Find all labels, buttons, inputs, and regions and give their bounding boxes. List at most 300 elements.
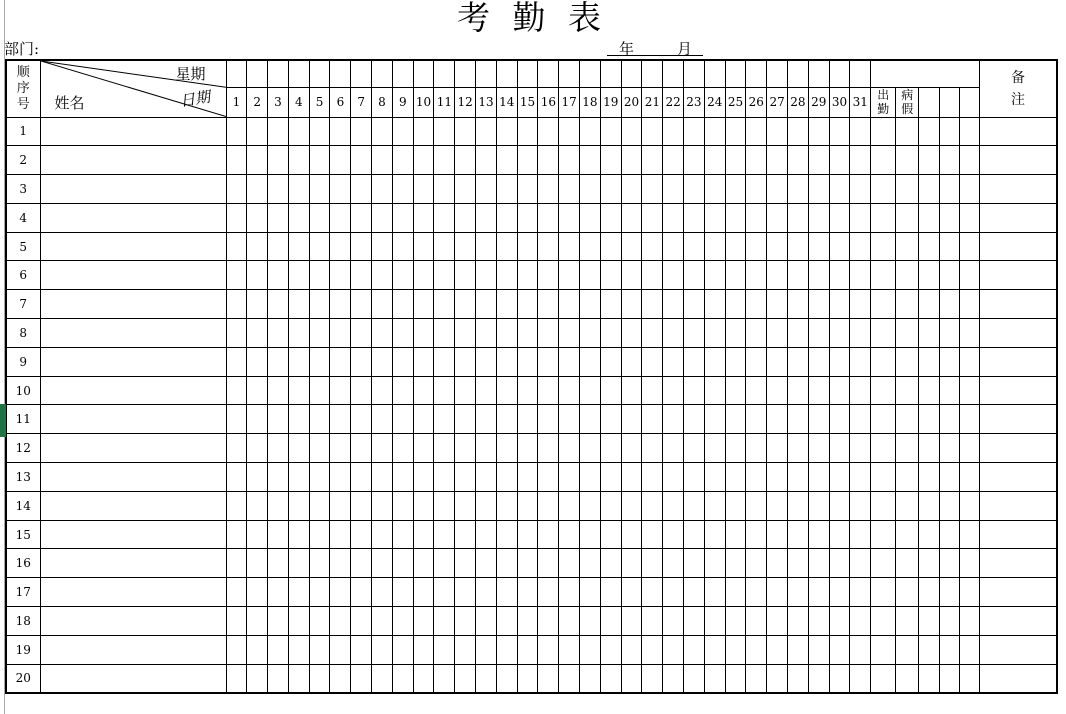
day-cell[interactable]: [746, 175, 767, 204]
day-header-cell[interactable]: 20: [621, 87, 642, 117]
day-cell[interactable]: [517, 491, 538, 520]
row-number-cell[interactable]: 10: [6, 376, 40, 405]
day-cell[interactable]: [829, 664, 850, 693]
day-cell[interactable]: [538, 290, 559, 319]
day-cell[interactable]: [434, 520, 455, 549]
summary-cell[interactable]: [940, 117, 960, 146]
day-cell[interactable]: [725, 203, 746, 232]
day-cell[interactable]: [684, 520, 705, 549]
day-cell[interactable]: [268, 578, 289, 607]
day-cell[interactable]: [580, 376, 601, 405]
row-number-cell[interactable]: 13: [6, 463, 40, 492]
day-cell[interactable]: [496, 491, 517, 520]
day-cell[interactable]: [392, 347, 413, 376]
day-cell[interactable]: [621, 290, 642, 319]
summary-extra-header[interactable]: [940, 87, 960, 117]
day-cell[interactable]: [767, 607, 788, 636]
day-cell[interactable]: [392, 491, 413, 520]
day-cell[interactable]: [392, 520, 413, 549]
day-cell[interactable]: [413, 232, 434, 261]
day-header-cell[interactable]: 9: [392, 87, 413, 117]
day-cell[interactable]: [808, 290, 829, 319]
weekday-cell[interactable]: [621, 60, 642, 87]
day-cell[interactable]: [684, 203, 705, 232]
day-cell[interactable]: [788, 376, 809, 405]
attendance-value-cell[interactable]: [871, 405, 896, 434]
remark-cell[interactable]: [980, 175, 1057, 204]
day-cell[interactable]: [767, 347, 788, 376]
summary-cell[interactable]: [919, 463, 940, 492]
day-cell[interactable]: [288, 434, 309, 463]
row-number-cell[interactable]: 8: [6, 319, 40, 348]
day-cell[interactable]: [476, 117, 497, 146]
day-cell[interactable]: [850, 549, 871, 578]
day-cell[interactable]: [247, 117, 268, 146]
day-cell[interactable]: [788, 491, 809, 520]
day-cell[interactable]: [434, 549, 455, 578]
day-cell[interactable]: [413, 664, 434, 693]
day-cell[interactable]: [351, 175, 372, 204]
day-cell[interactable]: [247, 290, 268, 319]
day-cell[interactable]: [788, 664, 809, 693]
day-cell[interactable]: [642, 232, 663, 261]
day-header-cell[interactable]: 4: [288, 87, 309, 117]
day-cell[interactable]: [621, 491, 642, 520]
weekday-cell[interactable]: [413, 60, 434, 87]
day-cell[interactable]: [725, 146, 746, 175]
day-cell[interactable]: [268, 175, 289, 204]
day-cell[interactable]: [538, 664, 559, 693]
day-cell[interactable]: [309, 578, 330, 607]
summary-cell[interactable]: [919, 520, 940, 549]
day-cell[interactable]: [392, 664, 413, 693]
day-cell[interactable]: [704, 117, 725, 146]
row-number-cell[interactable]: 3: [6, 175, 40, 204]
summary-cell[interactable]: [940, 347, 960, 376]
weekday-cell[interactable]: [767, 60, 788, 87]
name-cell[interactable]: [40, 117, 226, 146]
day-cell[interactable]: [330, 117, 351, 146]
day-cell[interactable]: [684, 117, 705, 146]
weekday-cell[interactable]: [330, 60, 351, 87]
sick-leave-value-cell[interactable]: [896, 175, 919, 204]
day-cell[interactable]: [642, 491, 663, 520]
day-cell[interactable]: [600, 117, 621, 146]
day-header-cell[interactable]: 27: [767, 87, 788, 117]
day-cell[interactable]: [247, 175, 268, 204]
day-cell[interactable]: [746, 491, 767, 520]
day-header-cell[interactable]: 28: [788, 87, 809, 117]
day-cell[interactable]: [413, 347, 434, 376]
day-header-cell[interactable]: 13: [476, 87, 497, 117]
day-cell[interactable]: [600, 549, 621, 578]
weekday-cell[interactable]: [309, 60, 330, 87]
day-cell[interactable]: [455, 491, 476, 520]
summary-cell[interactable]: [960, 376, 980, 405]
day-cell[interactable]: [372, 117, 393, 146]
day-header-cell[interactable]: 5: [309, 87, 330, 117]
summary-cell[interactable]: [919, 117, 940, 146]
day-cell[interactable]: [330, 578, 351, 607]
day-cell[interactable]: [372, 463, 393, 492]
day-cell[interactable]: [351, 203, 372, 232]
day-cell[interactable]: [476, 607, 497, 636]
day-cell[interactable]: [808, 635, 829, 664]
day-cell[interactable]: [580, 146, 601, 175]
day-cell[interactable]: [559, 549, 580, 578]
summary-cell[interactable]: [940, 491, 960, 520]
day-cell[interactable]: [788, 607, 809, 636]
day-cell[interactable]: [434, 664, 455, 693]
summary-cell[interactable]: [960, 664, 980, 693]
summary-cell[interactable]: [919, 203, 940, 232]
summary-cell[interactable]: [919, 549, 940, 578]
day-cell[interactable]: [538, 376, 559, 405]
row-number-cell[interactable]: 12: [6, 434, 40, 463]
name-cell[interactable]: [40, 434, 226, 463]
sick-leave-value-cell[interactable]: [896, 578, 919, 607]
attendance-value-cell[interactable]: [871, 434, 896, 463]
day-cell[interactable]: [746, 203, 767, 232]
day-cell[interactable]: [476, 434, 497, 463]
day-cell[interactable]: [247, 261, 268, 290]
day-cell[interactable]: [413, 146, 434, 175]
day-cell[interactable]: [850, 146, 871, 175]
day-cell[interactable]: [663, 549, 684, 578]
day-cell[interactable]: [288, 635, 309, 664]
day-cell[interactable]: [580, 520, 601, 549]
day-cell[interactable]: [684, 347, 705, 376]
weekday-cell[interactable]: [600, 60, 621, 87]
summary-cell[interactable]: [960, 117, 980, 146]
day-cell[interactable]: [829, 520, 850, 549]
day-cell[interactable]: [496, 463, 517, 492]
day-cell[interactable]: [621, 549, 642, 578]
day-cell[interactable]: [496, 203, 517, 232]
day-cell[interactable]: [476, 664, 497, 693]
day-cell[interactable]: [704, 319, 725, 348]
day-cell[interactable]: [413, 434, 434, 463]
sick-leave-value-cell[interactable]: [896, 635, 919, 664]
weekday-cell[interactable]: [226, 60, 247, 87]
day-cell[interactable]: [829, 607, 850, 636]
day-cell[interactable]: [642, 463, 663, 492]
day-cell[interactable]: [392, 405, 413, 434]
summary-cell[interactable]: [940, 232, 960, 261]
day-cell[interactable]: [247, 405, 268, 434]
day-cell[interactable]: [434, 261, 455, 290]
day-cell[interactable]: [621, 607, 642, 636]
day-cell[interactable]: [684, 549, 705, 578]
day-cell[interactable]: [746, 319, 767, 348]
day-cell[interactable]: [330, 232, 351, 261]
day-cell[interactable]: [746, 146, 767, 175]
day-cell[interactable]: [247, 463, 268, 492]
day-cell[interactable]: [372, 290, 393, 319]
day-cell[interactable]: [788, 520, 809, 549]
day-cell[interactable]: [600, 520, 621, 549]
day-cell[interactable]: [226, 376, 247, 405]
day-cell[interactable]: [247, 319, 268, 348]
day-cell[interactable]: [725, 319, 746, 348]
day-cell[interactable]: [704, 491, 725, 520]
seq-number-header[interactable]: [6, 60, 40, 117]
day-cell[interactable]: [559, 261, 580, 290]
day-cell[interactable]: [767, 376, 788, 405]
day-cell[interactable]: [496, 232, 517, 261]
remark-cell[interactable]: [980, 146, 1057, 175]
remark-cell[interactable]: [980, 117, 1057, 146]
remark-cell[interactable]: [980, 549, 1057, 578]
day-cell[interactable]: [476, 347, 497, 376]
day-cell[interactable]: [247, 635, 268, 664]
name-cell[interactable]: [40, 549, 226, 578]
day-cell[interactable]: [434, 347, 455, 376]
day-cell[interactable]: [788, 549, 809, 578]
day-cell[interactable]: [725, 347, 746, 376]
day-cell[interactable]: [829, 175, 850, 204]
day-cell[interactable]: [704, 635, 725, 664]
day-cell[interactable]: [788, 203, 809, 232]
summary-cell[interactable]: [960, 549, 980, 578]
attendance-value-cell[interactable]: [871, 347, 896, 376]
day-cell[interactable]: [268, 347, 289, 376]
day-cell[interactable]: [476, 146, 497, 175]
day-cell[interactable]: [455, 117, 476, 146]
day-cell[interactable]: [330, 520, 351, 549]
day-cell[interactable]: [725, 232, 746, 261]
day-cell[interactable]: [517, 434, 538, 463]
day-cell[interactable]: [829, 290, 850, 319]
day-header-cell[interactable]: 10: [413, 87, 434, 117]
day-cell[interactable]: [455, 290, 476, 319]
day-cell[interactable]: [642, 117, 663, 146]
day-cell[interactable]: [704, 549, 725, 578]
day-cell[interactable]: [580, 347, 601, 376]
summary-cell[interactable]: [919, 232, 940, 261]
summary-cell[interactable]: [960, 491, 980, 520]
day-cell[interactable]: [684, 376, 705, 405]
day-cell[interactable]: [808, 175, 829, 204]
day-cell[interactable]: [392, 232, 413, 261]
weekday-cell[interactable]: [351, 60, 372, 87]
day-header-cell[interactable]: 16: [538, 87, 559, 117]
summary-cell[interactable]: [960, 578, 980, 607]
day-cell[interactable]: [767, 175, 788, 204]
remark-cell[interactable]: [980, 434, 1057, 463]
day-cell[interactable]: [621, 117, 642, 146]
day-cell[interactable]: [600, 290, 621, 319]
day-cell[interactable]: [309, 203, 330, 232]
day-cell[interactable]: [268, 146, 289, 175]
day-cell[interactable]: [372, 203, 393, 232]
day-cell[interactable]: [351, 607, 372, 636]
summary-cell[interactable]: [940, 319, 960, 348]
day-header-cell[interactable]: 25: [725, 87, 746, 117]
day-cell[interactable]: [621, 146, 642, 175]
sick-leave-value-cell[interactable]: [896, 376, 919, 405]
day-cell[interactable]: [663, 463, 684, 492]
day-cell[interactable]: [767, 434, 788, 463]
day-cell[interactable]: [600, 664, 621, 693]
weekday-cell[interactable]: [455, 60, 476, 87]
row-number-cell[interactable]: 16: [6, 549, 40, 578]
day-cell[interactable]: [788, 635, 809, 664]
day-cell[interactable]: [642, 520, 663, 549]
day-cell[interactable]: [746, 290, 767, 319]
day-cell[interactable]: [496, 664, 517, 693]
day-cell[interactable]: [517, 578, 538, 607]
day-cell[interactable]: [372, 347, 393, 376]
day-cell[interactable]: [372, 664, 393, 693]
day-header-cell[interactable]: 2: [247, 87, 268, 117]
day-cell[interactable]: [288, 175, 309, 204]
day-cell[interactable]: [268, 607, 289, 636]
day-cell[interactable]: [413, 635, 434, 664]
day-cell[interactable]: [663, 578, 684, 607]
day-cell[interactable]: [663, 635, 684, 664]
attendance-value-cell[interactable]: [871, 376, 896, 405]
weekday-cell[interactable]: [517, 60, 538, 87]
day-cell[interactable]: [309, 175, 330, 204]
day-cell[interactable]: [746, 607, 767, 636]
day-cell[interactable]: [538, 491, 559, 520]
summary-cell[interactable]: [919, 146, 940, 175]
day-cell[interactable]: [392, 578, 413, 607]
day-cell[interactable]: [517, 290, 538, 319]
day-cell[interactable]: [663, 232, 684, 261]
day-cell[interactable]: [288, 405, 309, 434]
remark-cell[interactable]: [980, 347, 1057, 376]
day-cell[interactable]: [330, 319, 351, 348]
day-cell[interactable]: [538, 146, 559, 175]
day-cell[interactable]: [309, 463, 330, 492]
summary-cell[interactable]: [960, 290, 980, 319]
day-cell[interactable]: [517, 117, 538, 146]
day-cell[interactable]: [663, 664, 684, 693]
day-cell[interactable]: [392, 319, 413, 348]
day-cell[interactable]: [808, 578, 829, 607]
day-cell[interactable]: [268, 549, 289, 578]
day-cell[interactable]: [413, 463, 434, 492]
day-cell[interactable]: [767, 463, 788, 492]
day-cell[interactable]: [559, 434, 580, 463]
day-cell[interactable]: [829, 635, 850, 664]
attendance-value-cell[interactable]: [871, 664, 896, 693]
day-cell[interactable]: [684, 635, 705, 664]
sick-leave-value-cell[interactable]: [896, 664, 919, 693]
day-cell[interactable]: [704, 520, 725, 549]
summary-cell[interactable]: [940, 261, 960, 290]
day-cell[interactable]: [247, 146, 268, 175]
day-cell[interactable]: [767, 203, 788, 232]
day-header-cell[interactable]: 7: [351, 87, 372, 117]
day-cell[interactable]: [704, 203, 725, 232]
day-cell[interactable]: [226, 347, 247, 376]
day-cell[interactable]: [663, 203, 684, 232]
day-cell[interactable]: [455, 319, 476, 348]
attendance-value-cell[interactable]: [871, 319, 896, 348]
day-cell[interactable]: [684, 664, 705, 693]
day-cell[interactable]: [704, 376, 725, 405]
day-cell[interactable]: [621, 434, 642, 463]
day-cell[interactable]: [684, 146, 705, 175]
day-cell[interactable]: [850, 635, 871, 664]
day-cell[interactable]: [330, 463, 351, 492]
day-cell[interactable]: [496, 549, 517, 578]
day-cell[interactable]: [268, 463, 289, 492]
day-cell[interactable]: [600, 434, 621, 463]
name-cell[interactable]: [40, 232, 226, 261]
day-cell[interactable]: [226, 635, 247, 664]
day-cell[interactable]: [829, 434, 850, 463]
day-header-cell[interactable]: 30: [829, 87, 850, 117]
remark-cell[interactable]: [980, 376, 1057, 405]
attendance-value-cell[interactable]: [871, 520, 896, 549]
day-header-cell[interactable]: 14: [496, 87, 517, 117]
day-cell[interactable]: [413, 405, 434, 434]
remark-cell[interactable]: [980, 664, 1057, 693]
day-cell[interactable]: [580, 463, 601, 492]
day-cell[interactable]: [850, 376, 871, 405]
summary-cell[interactable]: [919, 607, 940, 636]
day-cell[interactable]: [268, 117, 289, 146]
name-cell[interactable]: [40, 607, 226, 636]
day-cell[interactable]: [663, 607, 684, 636]
day-cell[interactable]: [455, 635, 476, 664]
weekday-cell[interactable]: [642, 60, 663, 87]
day-cell[interactable]: [538, 578, 559, 607]
day-cell[interactable]: [850, 203, 871, 232]
day-cell[interactable]: [600, 463, 621, 492]
remark-cell[interactable]: [980, 203, 1057, 232]
day-cell[interactable]: [413, 520, 434, 549]
sick-leave-value-cell[interactable]: [896, 607, 919, 636]
day-cell[interactable]: [226, 290, 247, 319]
day-cell[interactable]: [538, 549, 559, 578]
day-cell[interactable]: [434, 434, 455, 463]
summary-cell[interactable]: [940, 549, 960, 578]
day-cell[interactable]: [247, 376, 268, 405]
day-header-cell[interactable]: 15: [517, 87, 538, 117]
day-cell[interactable]: [559, 232, 580, 261]
day-cell[interactable]: [559, 463, 580, 492]
day-cell[interactable]: [247, 491, 268, 520]
name-cell[interactable]: [40, 405, 226, 434]
day-cell[interactable]: [351, 319, 372, 348]
day-header-cell[interactable]: 26: [746, 87, 767, 117]
sick-leave-value-cell[interactable]: [896, 117, 919, 146]
weekday-cell[interactable]: [725, 60, 746, 87]
day-cell[interactable]: [642, 175, 663, 204]
name-cell[interactable]: [40, 261, 226, 290]
day-cell[interactable]: [850, 434, 871, 463]
summary-cell[interactable]: [919, 175, 940, 204]
day-cell[interactable]: [247, 664, 268, 693]
day-cell[interactable]: [247, 232, 268, 261]
row-number-cell[interactable]: 17: [6, 578, 40, 607]
day-cell[interactable]: [767, 549, 788, 578]
day-cell[interactable]: [663, 261, 684, 290]
day-cell[interactable]: [434, 146, 455, 175]
day-cell[interactable]: [330, 434, 351, 463]
day-cell[interactable]: [226, 175, 247, 204]
day-cell[interactable]: [330, 664, 351, 693]
day-cell[interactable]: [767, 319, 788, 348]
day-cell[interactable]: [829, 261, 850, 290]
day-cell[interactable]: [226, 405, 247, 434]
day-cell[interactable]: [268, 664, 289, 693]
